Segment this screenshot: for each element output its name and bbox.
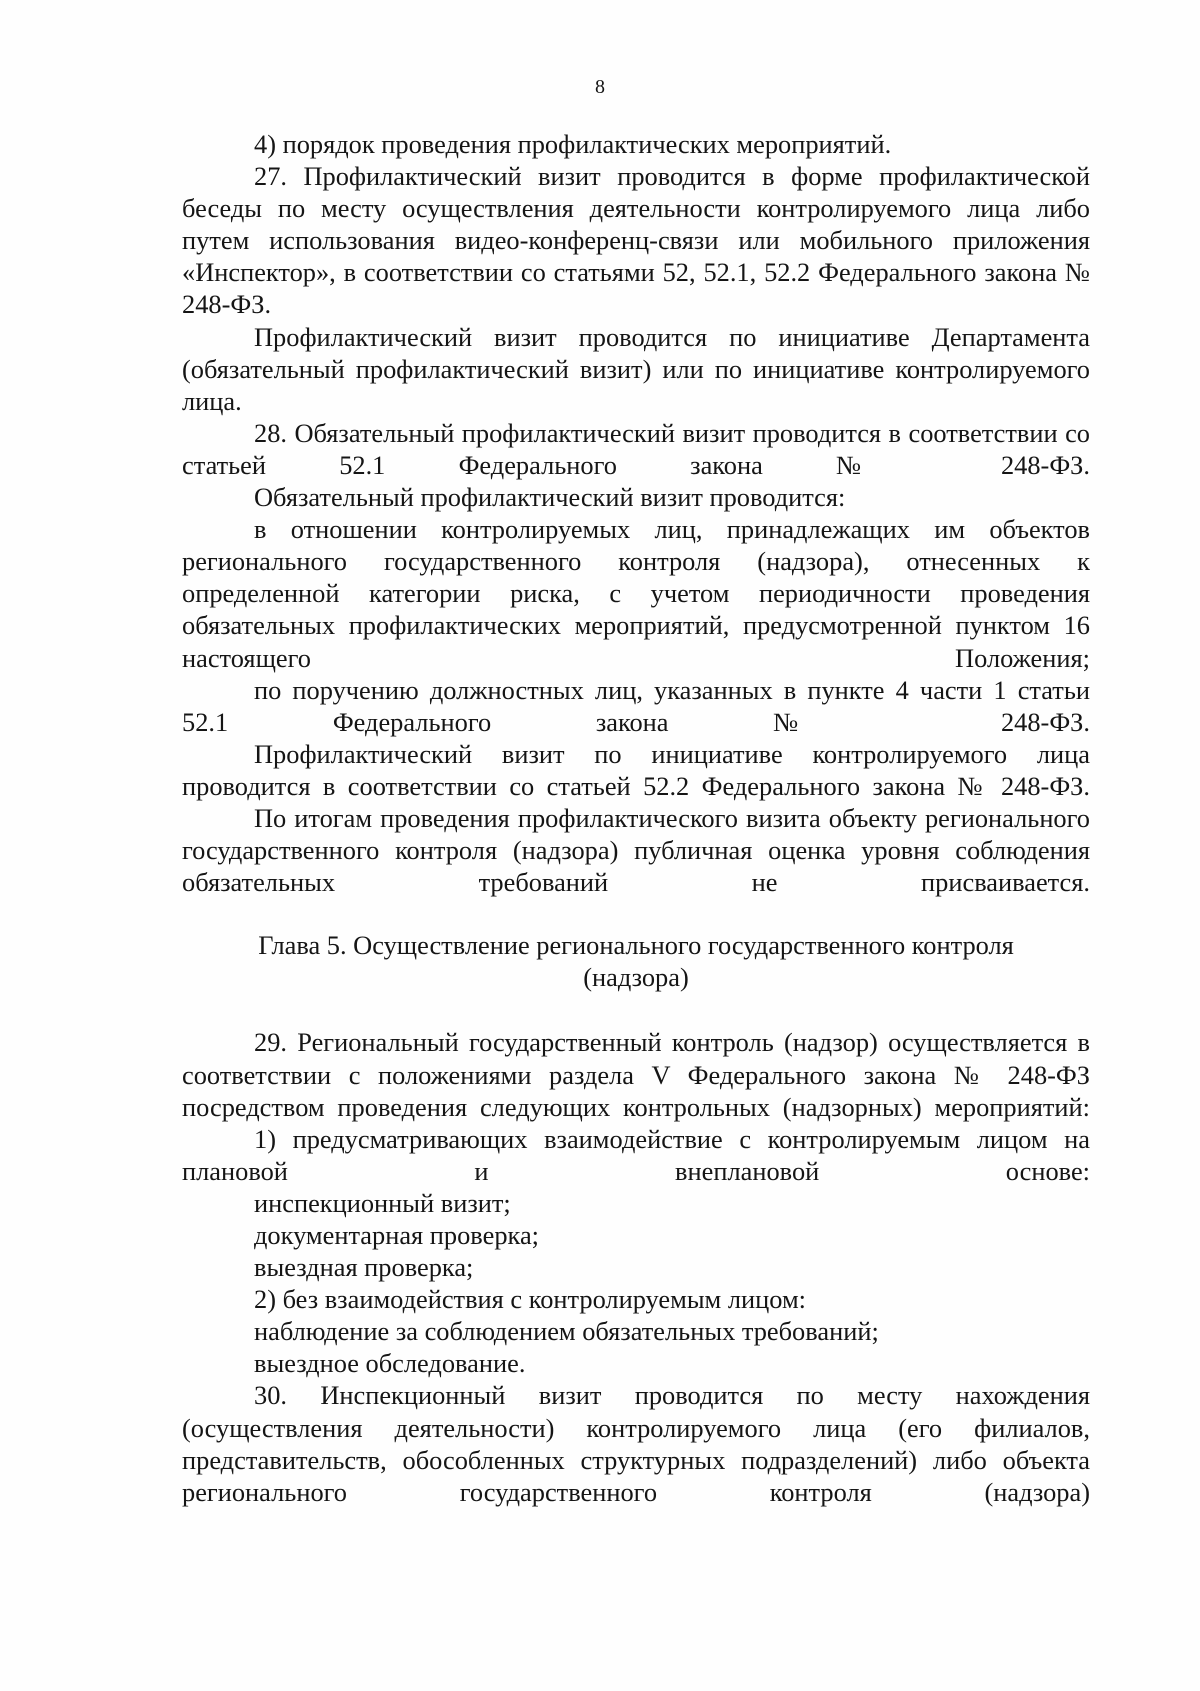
list-item: 2) без взаимодействия с контролируемым лицом: [254, 1284, 806, 1315]
paragraph-27: 27. Профилактический визит проводится в форме профилактической беседы по месту осуществления деятельности контролируемого лица либо путем использования видео-конференц-связи или мобильного приложения «Инспектор», в соответствии со статьями 52, 52.1, 52.2 Федерального закона № 248-ФЗ. [182, 161, 1090, 320]
paragraph-instruction: по поручению должностных лиц, указанных в пункте 4 части 1 статьи 52.1 Федерального закона № 248-ФЗ. [182, 674, 1090, 737]
list-item: выездная проверка; [254, 1252, 474, 1283]
paragraph-mandatory-visit: Обязательный профилактический визит проводится: [254, 482, 846, 513]
document-body [182, 128, 1090, 1508]
paragraph-29: 29. Региональный государственный контроль (надзор) осуществляется в соответствии с положениями раздела V Федерального закона № 248-ФЗ посредством проведения следующих контрольных (надзорных) мероприятий: [182, 1027, 1090, 1122]
page-number: 8 [595, 76, 605, 98]
paragraph-own-initiative: Профилактический визит по инициативе контролируемого лица проводится в соответствии со статьей 52.2 Федерального закона № 248-ФЗ. [182, 738, 1090, 801]
item-4: 4) порядок проведения профилактических мероприятий. [254, 129, 892, 159]
list-item: инспекционный визит; [254, 1187, 511, 1218]
paragraph-30: 30. Инспекционный визит проводится по месту нахождения (осуществления деятельности) контролируемого лица (его филиалов, представительств, обособленных структурных подразделений) либо объекта регионального государственного контроля (надзора) [182, 1380, 1090, 1507]
paragraph-risk-category: в отношении контролируемых лиц, принадлежащих им объектов регионального государственного контроля (надзора), отнесенных к определенной категории риска, с учетом периодичности проведения обязательных профилактических мероприятий, предусмотренной пунктом 16 настоящего Положения; [182, 514, 1090, 673]
list-item: документарная проверка; [254, 1220, 539, 1250]
paragraph-initiative: Профилактический визит проводится по инициативе Департамента (обязательный профилактический визит) или по инициативе контролируемого лица. [182, 321, 1090, 416]
paragraph-28: 28. Обязательный профилактический визит проводится в соответствии со статьей 52.1 Федерального закона № 248-ФЗ. [182, 417, 1090, 480]
paragraph-results: По итогам проведения профилактического визита объекту регионального государственного контроля (надзора) публичная оценка уровня соблюдения обязательных требований не присваивается. [182, 802, 1090, 898]
list-item: наблюдение за соблюдением обязательных требований; [254, 1316, 879, 1347]
list-item: выездное обследование. [254, 1348, 526, 1379]
paragraph-29-item-1: 1) предусматривающих взаимодействие с контролируемым лицом на плановой и внеплановой основе: [182, 1123, 1090, 1186]
chapter-title: Глава 5. Осуществление регионального государственного контроля (надзора) [258, 930, 1014, 993]
